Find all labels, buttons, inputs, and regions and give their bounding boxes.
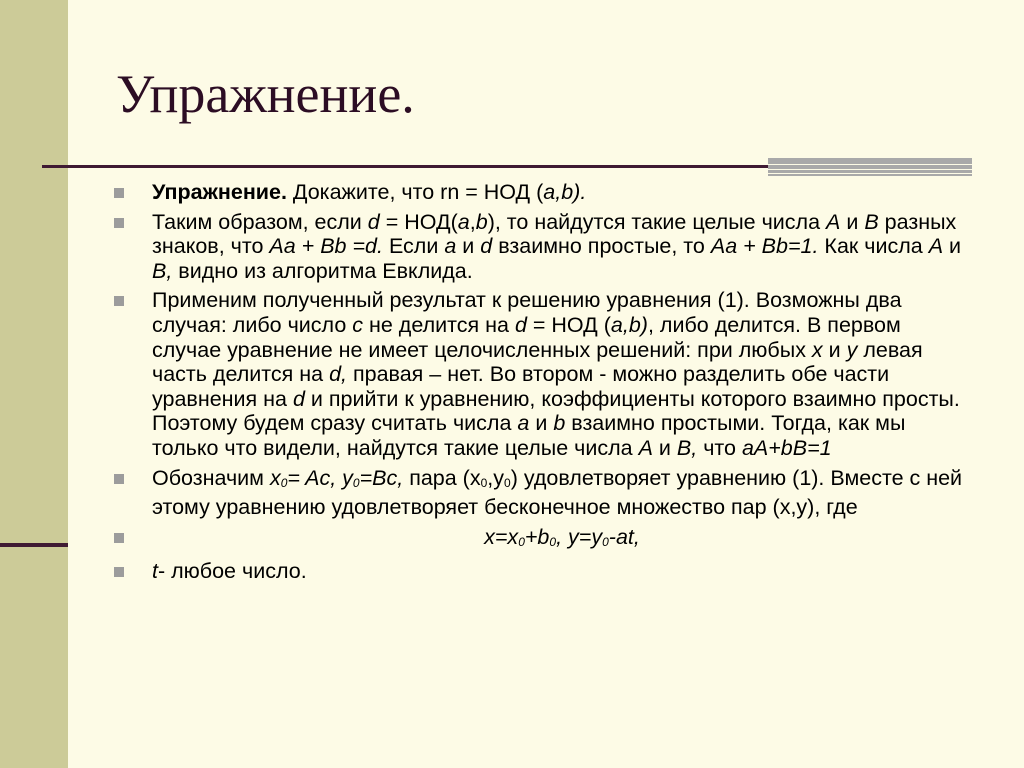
text-run: A xyxy=(928,234,944,259)
text-run: B, xyxy=(676,435,698,460)
text-run: x xyxy=(811,337,823,362)
text-run: c xyxy=(352,312,364,337)
text-run: d xyxy=(480,234,493,259)
text-run: -at, xyxy=(608,524,640,549)
bullet-item-formula xyxy=(112,525,972,555)
left-decorative-band xyxy=(0,0,68,768)
bullet-text xyxy=(152,210,961,283)
text-run: правая – нет. Во втором - можно разделить обе части уравнения на xyxy=(152,362,890,411)
text-run: d xyxy=(367,209,380,234)
text-run: Упражнение. xyxy=(152,180,287,204)
text-run: = НОД( xyxy=(379,209,458,234)
bullet-text xyxy=(152,466,962,520)
text-run: ) удовлетворяет уравнению (1). Вместе с ней этому уравнению удовлетворяет бесконечное множество пар (x,y), где xyxy=(152,465,963,520)
square-bullet-icon xyxy=(114,218,124,228)
text-run: =Bc, xyxy=(359,465,404,490)
title-underline xyxy=(42,165,770,168)
left-band-divider xyxy=(0,543,68,547)
subscript: 0 xyxy=(280,475,288,490)
text-run: и xyxy=(652,435,677,460)
text-run: не делится на xyxy=(363,312,515,337)
text-run: d, xyxy=(329,362,347,387)
bullet-item-2 xyxy=(112,210,972,284)
text-run: Обозначим xyxy=(152,465,270,490)
text-run: b xyxy=(553,411,566,436)
text-run: a xyxy=(457,209,470,234)
text-run: Докажите, что rn = НОД ( xyxy=(286,180,544,204)
text-run: Применим полученный результат к решению уравнения (1). Возможны два случая: либо число xyxy=(152,288,902,337)
text-run: x xyxy=(269,465,281,490)
slide-title: Упражнение. xyxy=(116,64,415,124)
text-run: пара (x xyxy=(403,465,481,490)
text-run: видно из алгоритма Евклида. xyxy=(172,258,473,283)
text-run: +b xyxy=(524,524,550,549)
subscript: 0 xyxy=(602,534,609,549)
square-bullet-icon xyxy=(114,533,124,543)
text-run: b xyxy=(475,209,488,234)
bullet-text xyxy=(152,288,960,460)
square-bullet-icon xyxy=(114,567,124,577)
bullet-text xyxy=(152,180,586,204)
text-run: левая часть делится на xyxy=(152,337,923,387)
text-run: и xyxy=(529,411,554,436)
text-run: Если xyxy=(382,234,445,259)
square-bullet-icon xyxy=(114,474,124,484)
subscript: 0 xyxy=(504,475,511,490)
square-bullet-icon xyxy=(114,296,124,306)
text-run: взаимно простыми. Тогда, как мы только что видели, найдутся такие целые числа xyxy=(152,411,906,460)
text-run: и xyxy=(840,209,865,234)
slide-body xyxy=(112,180,972,589)
text-run: y xyxy=(846,337,858,362)
text-run: Aa + Bb=1. xyxy=(710,234,819,259)
text-run: B xyxy=(864,209,879,234)
text-run: B, xyxy=(152,258,173,283)
title-underline-accent xyxy=(768,158,972,178)
text-run: a,b). xyxy=(543,180,587,204)
text-run: a xyxy=(444,234,457,259)
subscript: 0 xyxy=(480,475,488,490)
formula-text xyxy=(484,525,640,549)
text-run: разных знаков, что xyxy=(152,209,957,259)
text-run: Таким образом, если xyxy=(152,209,368,234)
text-run: a,b) xyxy=(610,312,648,337)
text-run: и прийти к уравнению, коэффициенты которого взаимно просты. Поэтому будем сразу считать числа xyxy=(152,386,960,436)
text-run: ), то найдутся такие целые числа xyxy=(487,209,827,234)
text-run: Aa + Bb =d. xyxy=(269,234,383,259)
subscript: 0 xyxy=(352,475,360,490)
text-run: взаимно простые, то xyxy=(492,234,711,259)
bullet-item-6 xyxy=(112,559,972,584)
text-run: , xyxy=(469,209,476,234)
square-bullet-icon xyxy=(114,188,124,198)
text-run: A xyxy=(638,435,653,460)
text-run: t xyxy=(152,559,158,584)
subscript: 0 xyxy=(549,534,557,549)
bullet-text xyxy=(152,559,307,583)
text-run: ,y xyxy=(487,465,505,490)
bullet-item-3 xyxy=(112,288,972,460)
text-run: и xyxy=(943,234,962,259)
text-run: A xyxy=(826,209,841,234)
text-run: = Ac, y xyxy=(287,465,353,490)
text-run: Как числа xyxy=(818,234,929,259)
text-run: x=x xyxy=(484,524,519,549)
text-run: , y=y xyxy=(556,524,603,549)
text-run: aA+bB=1 xyxy=(741,435,832,460)
bullet-item-1 xyxy=(112,180,972,205)
subscript: 0 xyxy=(518,534,525,549)
bullet-item-4 xyxy=(112,466,972,520)
text-run: , либо делится. В первом случае уравнение не имеет целочисленных решений: при любых xyxy=(152,312,901,362)
text-run: - любое число. xyxy=(157,559,307,584)
text-run: = НОД ( xyxy=(526,312,611,337)
text-run: a xyxy=(517,411,530,436)
text-run: d xyxy=(292,386,305,411)
text-run: и xyxy=(456,234,481,259)
text-run: d xyxy=(514,312,527,337)
text-run: и xyxy=(822,337,847,362)
text-run: что xyxy=(697,435,742,460)
